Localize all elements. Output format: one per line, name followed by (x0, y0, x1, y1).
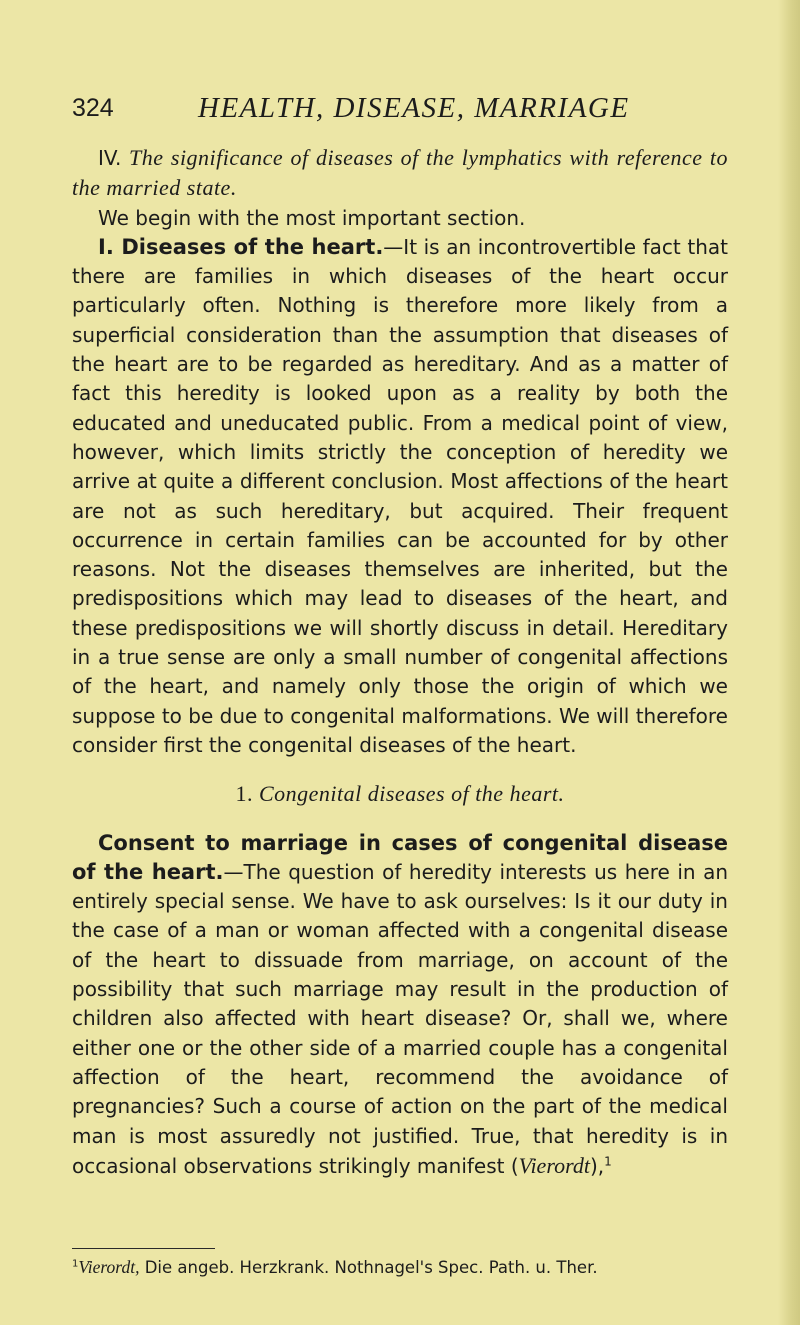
subsection-number: 1. (235, 781, 253, 807)
page-edge-shadow (778, 0, 800, 1325)
running-head-title: HEALTH, DISEASE, MARRIAGE (198, 92, 630, 124)
subsection-heading (72, 779, 728, 808)
footnote-rule (72, 1248, 215, 1249)
part2-heading: Consent to marriage in cases of congenital disease of the heart. (72, 830, 728, 884)
part2-text-end: ), (589, 1153, 605, 1178)
section-heading (72, 143, 728, 204)
footnote (72, 1257, 728, 1278)
section-title: The significance of diseases of the lymphatics with reference to the married state. (72, 145, 728, 201)
footnote-reference: 1 (604, 1154, 612, 1169)
subsection-title: Congenital diseases of the heart. (258, 781, 565, 807)
section-prefix: IV. (98, 146, 122, 170)
part1-heading: I. Diseases of the heart. (98, 234, 384, 259)
paragraph-heart-diseases (72, 233, 728, 760)
body-text (72, 143, 728, 1181)
citation-vierordt: Vierordt (518, 1152, 590, 1178)
footnote-mark: 1 (72, 1258, 79, 1270)
running-header (72, 92, 712, 132)
part1-text: —It is an incontrovertible fact that there are families in which diseases of the heart occur particularly often. Nothing is therefore more likely from a superficial consideration than the assumption that diseases of the heart are to be regarded as hereditary. And as a matter of fact this heredity is looked upon as a reality by both the educated and uneducated public. From a medical point of view, however, which limits strictly the conception of heredity we arrive at quite a different conclusion. Most affections of the heart are not as such hereditary, but acquired. Their frequent occurrence in certain families can be accounted for by other reasons. Not the diseases themselves are inherited, but the predispositions which may lead to diseases of the heart, and these predispositions we will shortly discuss in detail. Hereditary in a true sense are only a small number of congenital affections of the heart, and namely only those the origin of which we suppose to be due to congenital malformations. We will therefore consider first the congenital diseases of the heart. (72, 234, 728, 757)
footnote-text: Die angeb. Herzkrank. Nothnagel's Spec. Path. u. Ther. (139, 1258, 598, 1277)
intro-paragraph: We begin with the most important section. (98, 205, 526, 230)
page-number: 324 (72, 94, 114, 122)
paragraph-consent (72, 829, 728, 1182)
part2-text: —The question of heredity interests us here in an entirely special sense. We have to ask ourselves: Is it our duty in the case of a man or woman affected with a congenital disease of the heart to dissuade from marriage, on account of the possibility that such marriage may result in the production of children also affected with heart disease? Or, shall we, where either one or the other side of a married couple has a congenital affection of the heart, recommend the avoidance of pregnancies? Such a course of action on the part of the medical man is most assuredly not justified. True, that heredity is in occasional observations strikingly manifest ( (72, 859, 728, 1178)
footnote-author: Vierordt, (78, 1257, 140, 1277)
